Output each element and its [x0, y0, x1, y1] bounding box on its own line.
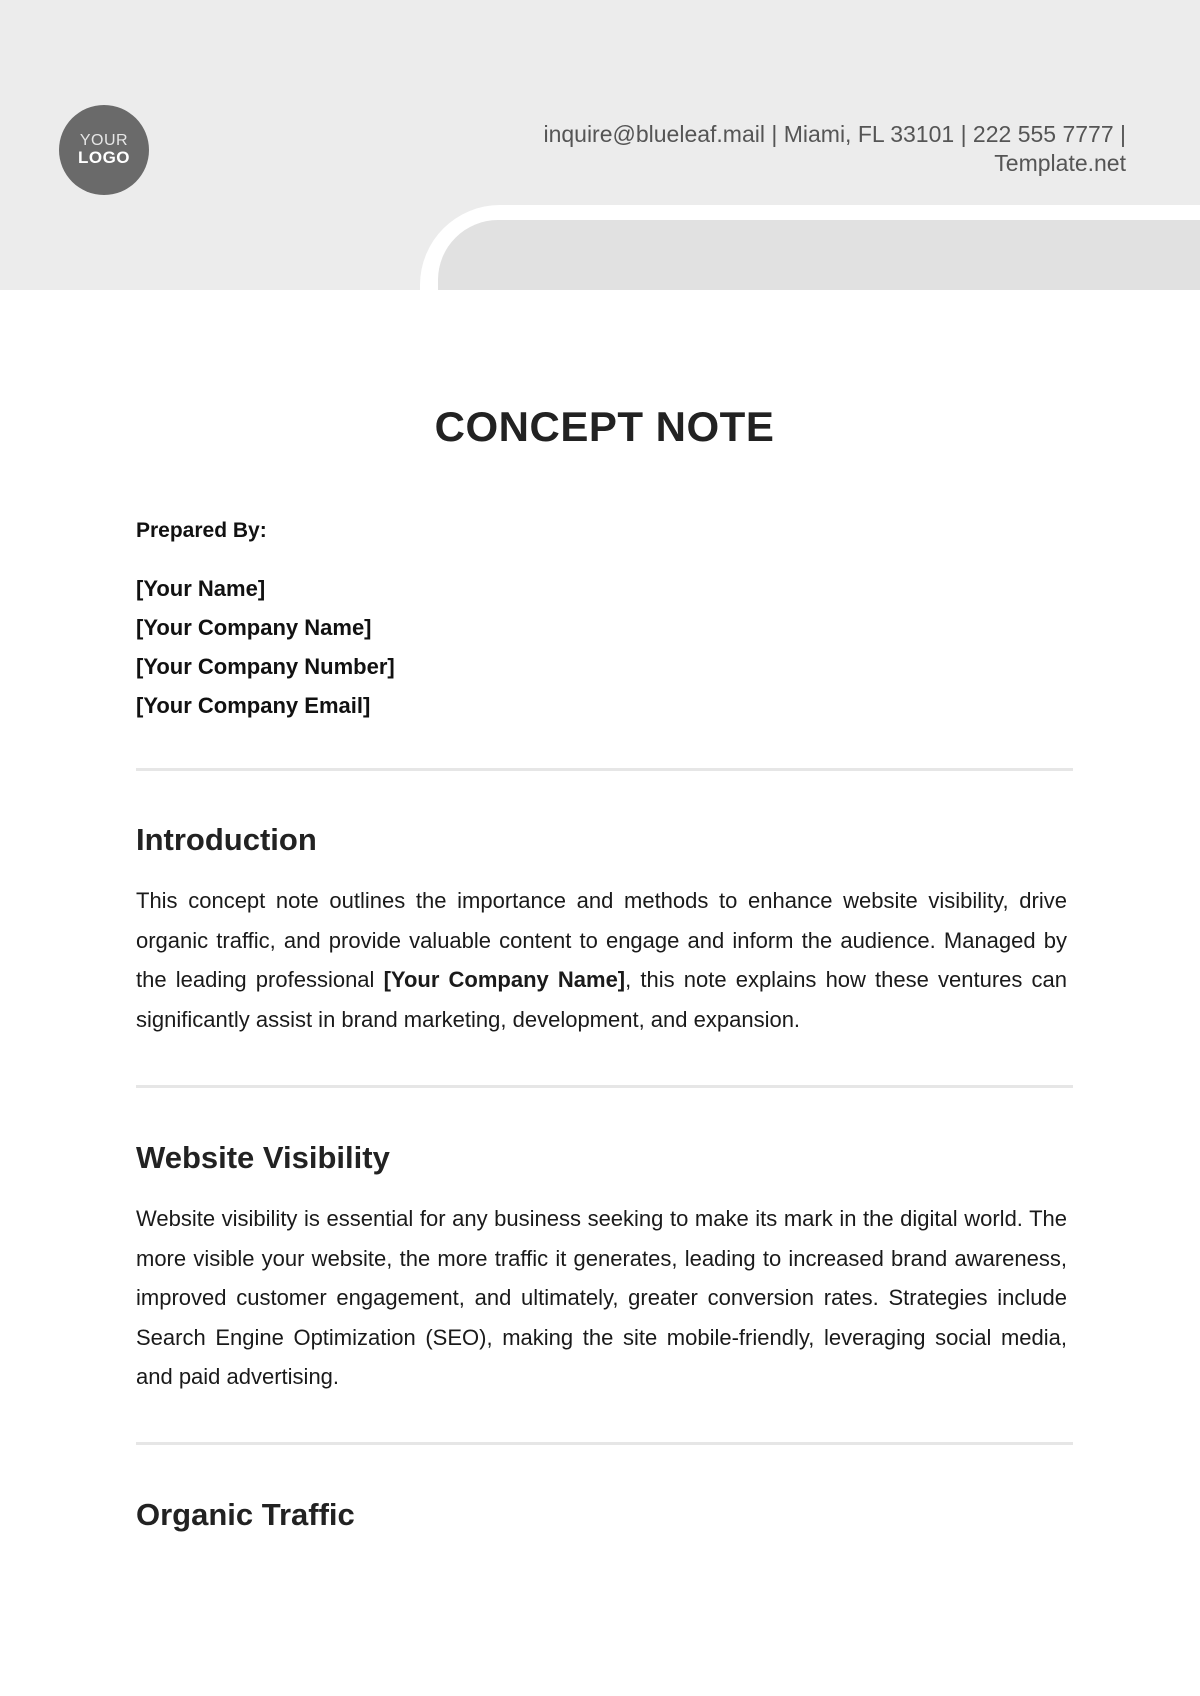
organic-traffic-heading: Organic Traffic [136, 1497, 355, 1532]
prepared-by-company-number: [Your Company Number] [136, 654, 395, 679]
introduction-text-end: , this note explains how these ventures can significantly assist in brand marketing, development, and expansion. [136, 967, 1068, 1032]
website-visibility-paragraph: Website visibility is essential for any business seeking to make its mark in the digital world. The more visible your website, the more traffic it generates, leading to increased brand awareness, improved customer engagement, and ultimately, greater conversion rates. Strategies include Search Engine Optimization (SEO), making the site mobile-friendly, leveraging social media, and paid advertising. [136, 1206, 1067, 1389]
contact-line-1: inquire@blueleaf.mail | Miami, FL 33101 | 222 555 7777 | [543, 121, 1126, 147]
prepared-by-company-email: [Your Company Email] [136, 693, 371, 718]
page-title: CONCEPT NOTE [434, 403, 775, 450]
prepared-by-label: Prepared By: [136, 519, 267, 542]
divider [136, 768, 1073, 771]
website-visibility-heading: Website Visibility [136, 1140, 390, 1175]
logo-text-top: YOUR [79, 131, 129, 149]
contact-line-2: Template.net [994, 150, 1126, 176]
introduction-paragraph [136, 881, 1067, 1039]
introduction-heading: Introduction [136, 822, 317, 857]
header-grey-tab [438, 220, 1200, 290]
divider [136, 1442, 1073, 1445]
divider [136, 1085, 1073, 1088]
introduction-text-start: This concept note outlines the importance and methods to enhance website visibility, drive organic traffic, and provide valuable content to engage and inform the audience. Managed by the leading professional [136, 888, 1067, 992]
logo-text-bottom: LOGO [77, 148, 131, 168]
contact-info [486, 120, 1126, 178]
logo [59, 105, 149, 195]
prepared-by-block [136, 519, 395, 725]
prepared-by-name: [Your Name] [136, 576, 266, 601]
introduction-company-name: [Your Company Name] [383, 967, 626, 992]
prepared-by-company-name: [Your Company Name] [136, 615, 372, 640]
